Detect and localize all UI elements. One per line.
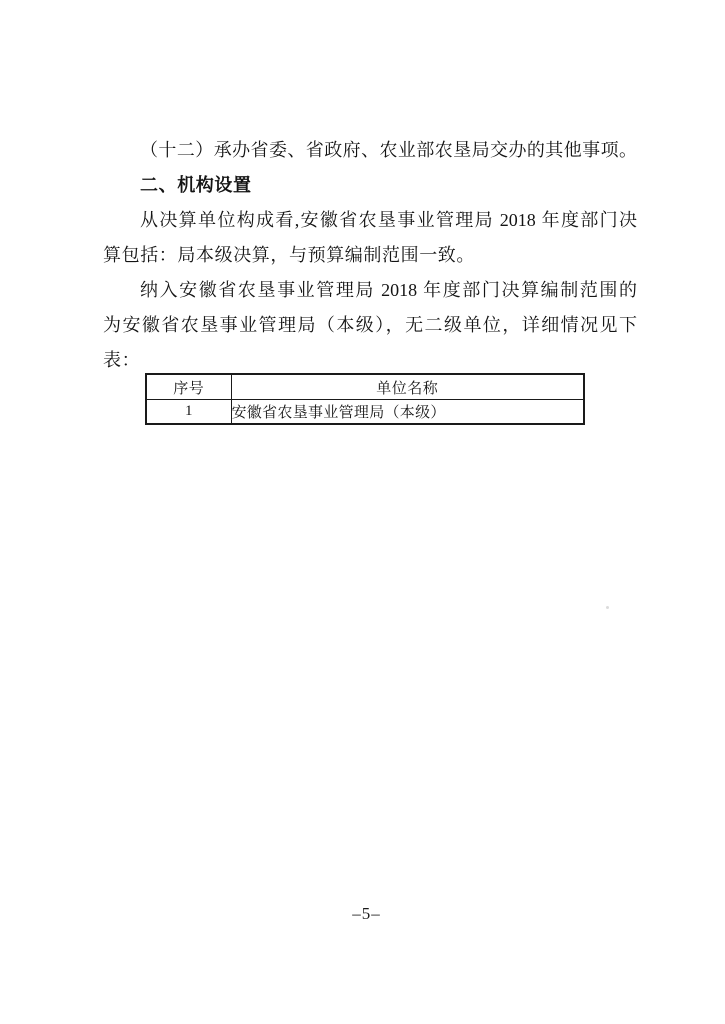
units-table-row	[146, 400, 584, 425]
paragraph-composition-line-1: 从决算单位构成看,安徽省农垦事业管理局 2018 年度部门决	[140, 210, 637, 230]
units-table	[145, 373, 585, 425]
paragraph-composition-line-2: 算包括：局本级决算，与预算编制范围一致。	[103, 245, 475, 265]
units-table-cell-index: 1	[146, 400, 231, 425]
scan-artifact-dot	[606, 606, 609, 609]
units-table-header-index: 序号	[146, 374, 231, 400]
list-item-twelve: （十二）承办省委、省政府、农业部农垦局交办的其他事项。	[140, 140, 637, 160]
section-heading-organization-setup: 二、机构设置	[140, 175, 252, 195]
units-table-header-unit-name: 单位名称	[231, 374, 584, 400]
paragraph-scope-line-2: 为安徽省农垦事业管理局（本级），无二级单位，详细情况见下	[103, 315, 637, 335]
units-table-header-row	[146, 374, 584, 400]
page-number: –5–	[352, 904, 381, 923]
paragraph-scope-line-3: 表：	[103, 350, 141, 370]
units-table-cell-unit-name: 安徽省农垦事业管理局（本级）	[231, 400, 584, 425]
body-text-block	[103, 133, 637, 378]
paragraph-scope-line-1: 纳入安徽省农垦事业管理局 2018 年度部门决算编制范围的	[140, 280, 637, 300]
